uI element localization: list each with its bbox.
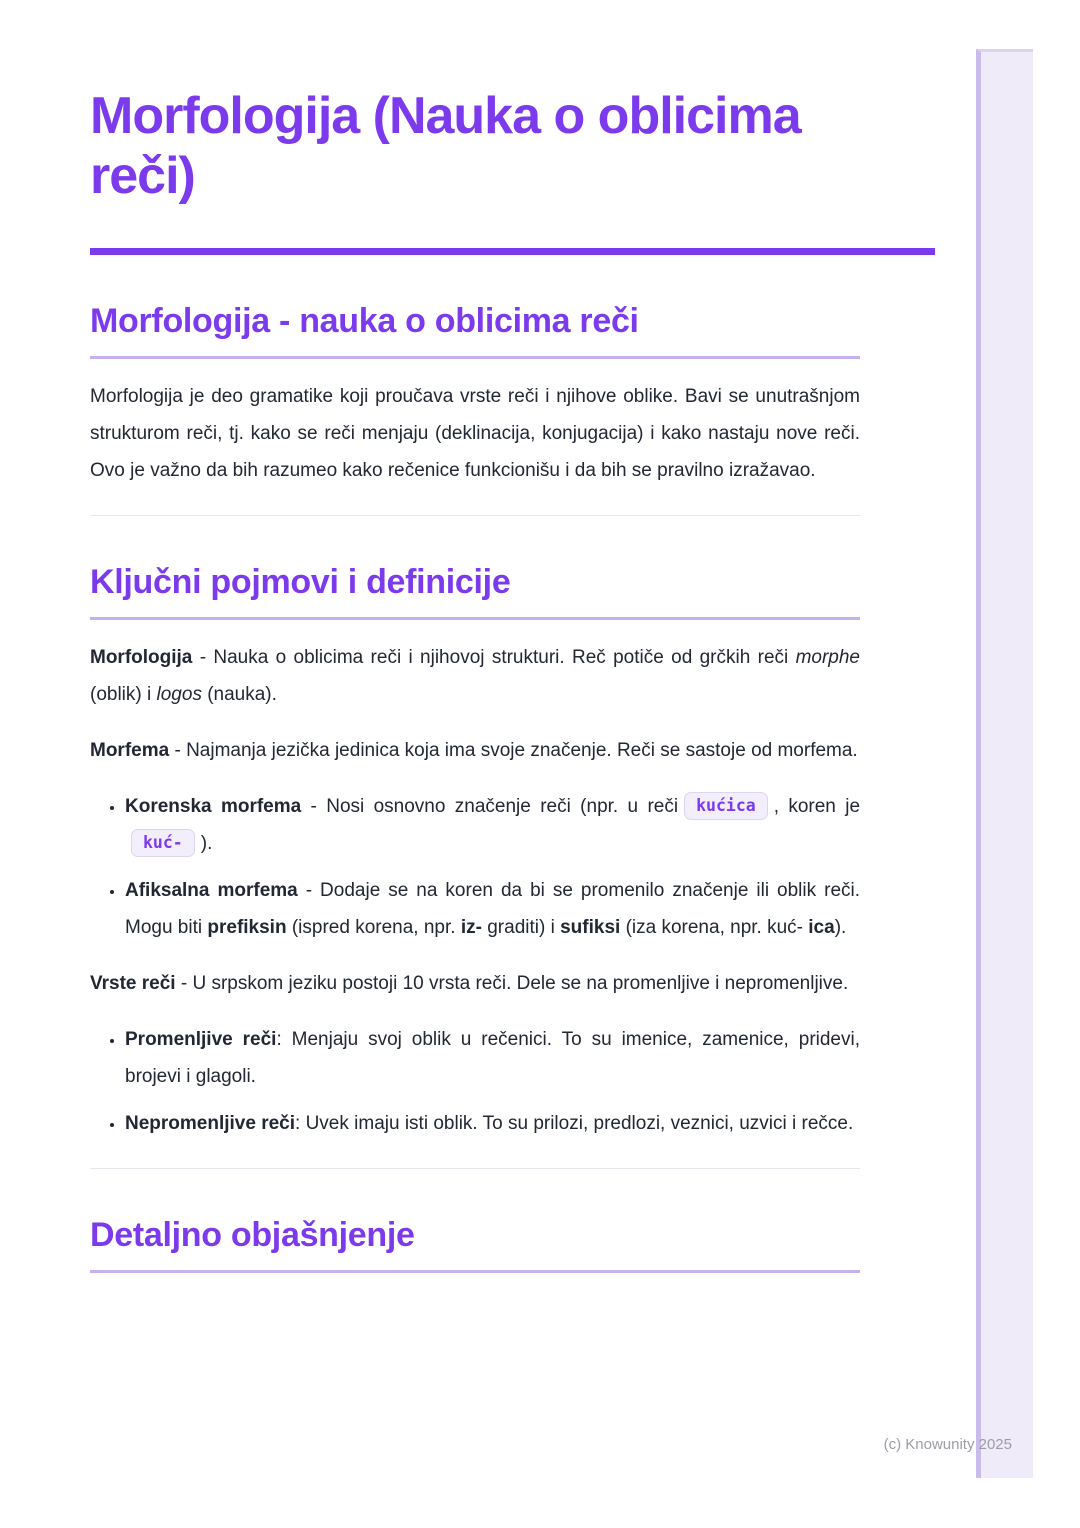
section-divider <box>90 515 860 516</box>
section-heading: Detaljno objašnjenje <box>90 1216 415 1254</box>
inline-code-chip: kućica <box>684 792 768 820</box>
list-item: • Promenljive reči: Menjaju svoj oblik u rečenici. To su imenice, zamenice, pridevi, brojevi i glagoli. <box>125 1021 860 1095</box>
italic-text: morphe <box>795 647 860 668</box>
document-content <box>90 0 860 1273</box>
bold-text: Morfema <box>90 740 170 761</box>
page-title: Morfologija (Nauka o oblicima reči) <box>90 87 801 205</box>
heading-underline <box>90 617 860 620</box>
section <box>90 562 860 1142</box>
paragraph: Vrste reči - U srpskom jeziku postoji 10 vrsta reči. Dele se na promenljive i nepromenljive. <box>90 973 849 994</box>
bold-text: Promenljive reči <box>125 1029 277 1050</box>
list-item: • Afiksalna morfema - Dodaje se na koren da bi se promenilo značenje ili oblik reči. Mogu biti prefiksin (ispred korena, npr. iz- graditi) i sufiksi (iza korena, npr. kuć- ica). <box>125 872 860 946</box>
bold-text: sufiksi <box>560 917 621 938</box>
section-heading: Morfologija - nauka o oblicima reči <box>90 302 639 340</box>
title-rule <box>90 248 935 255</box>
bold-text: prefiksin <box>207 917 287 938</box>
section-divider <box>90 1168 860 1169</box>
bold-text: Morfologija <box>90 647 193 668</box>
bold-text: Vrste reči <box>90 973 176 994</box>
page-margin-stripe <box>976 49 1033 1478</box>
paragraph: Morfema - Najmanja jezička jedinica koja ima svoje značenje. Reči se sastoje od morfema. <box>90 740 858 761</box>
heading-underline <box>90 356 860 359</box>
section-heading: Ključni pojmovi i definicije <box>90 563 511 601</box>
sections-container <box>90 301 860 1273</box>
paragraph: Morfologija - Nauka o oblicima reči i njihovoj strukturi. Reč potiče od grčkih reči morphe (oblik) i logos (nauka). <box>90 647 860 705</box>
bold-text: Korenska morfema <box>125 796 302 817</box>
bullet-list <box>90 788 860 946</box>
bold-text: Afiksalna morfema <box>125 880 298 901</box>
italic-text: logos <box>156 684 202 705</box>
heading-underline <box>90 1270 860 1273</box>
footer-credit: (c) Knowunity 2025 <box>883 1436 1012 1453</box>
inline-code-chip: kuć- <box>131 829 195 857</box>
bullet-list <box>90 1021 860 1142</box>
section <box>90 1215 860 1273</box>
bold-text: Nepromenljive reči <box>125 1113 296 1134</box>
paragraph: Morfologija je deo gramatike koji proučava vrste reči i njihove oblike. Bavi se unutrašnjom strukturom reči, tj. kako se reči menjaju (deklinacija, konjugacija) i kako nastaju nove reči. Ovo je važno da bih razumeo kako rečenice funkcionišu i da bih se pravilno izražavao. <box>90 386 860 481</box>
bold-text: iz- <box>460 917 482 938</box>
bold-text: ica <box>808 917 835 938</box>
list-item: • Nepromenljive reči: Uvek imaju isti oblik. To su prilozi, predlozi, veznici, uzvici i rečce. <box>125 1105 860 1142</box>
list-item: • Korenska morfema - Nosi osnovno značenje reči (npr. u reči kućica , koren jekuć- ). <box>125 788 860 862</box>
section <box>90 301 860 489</box>
